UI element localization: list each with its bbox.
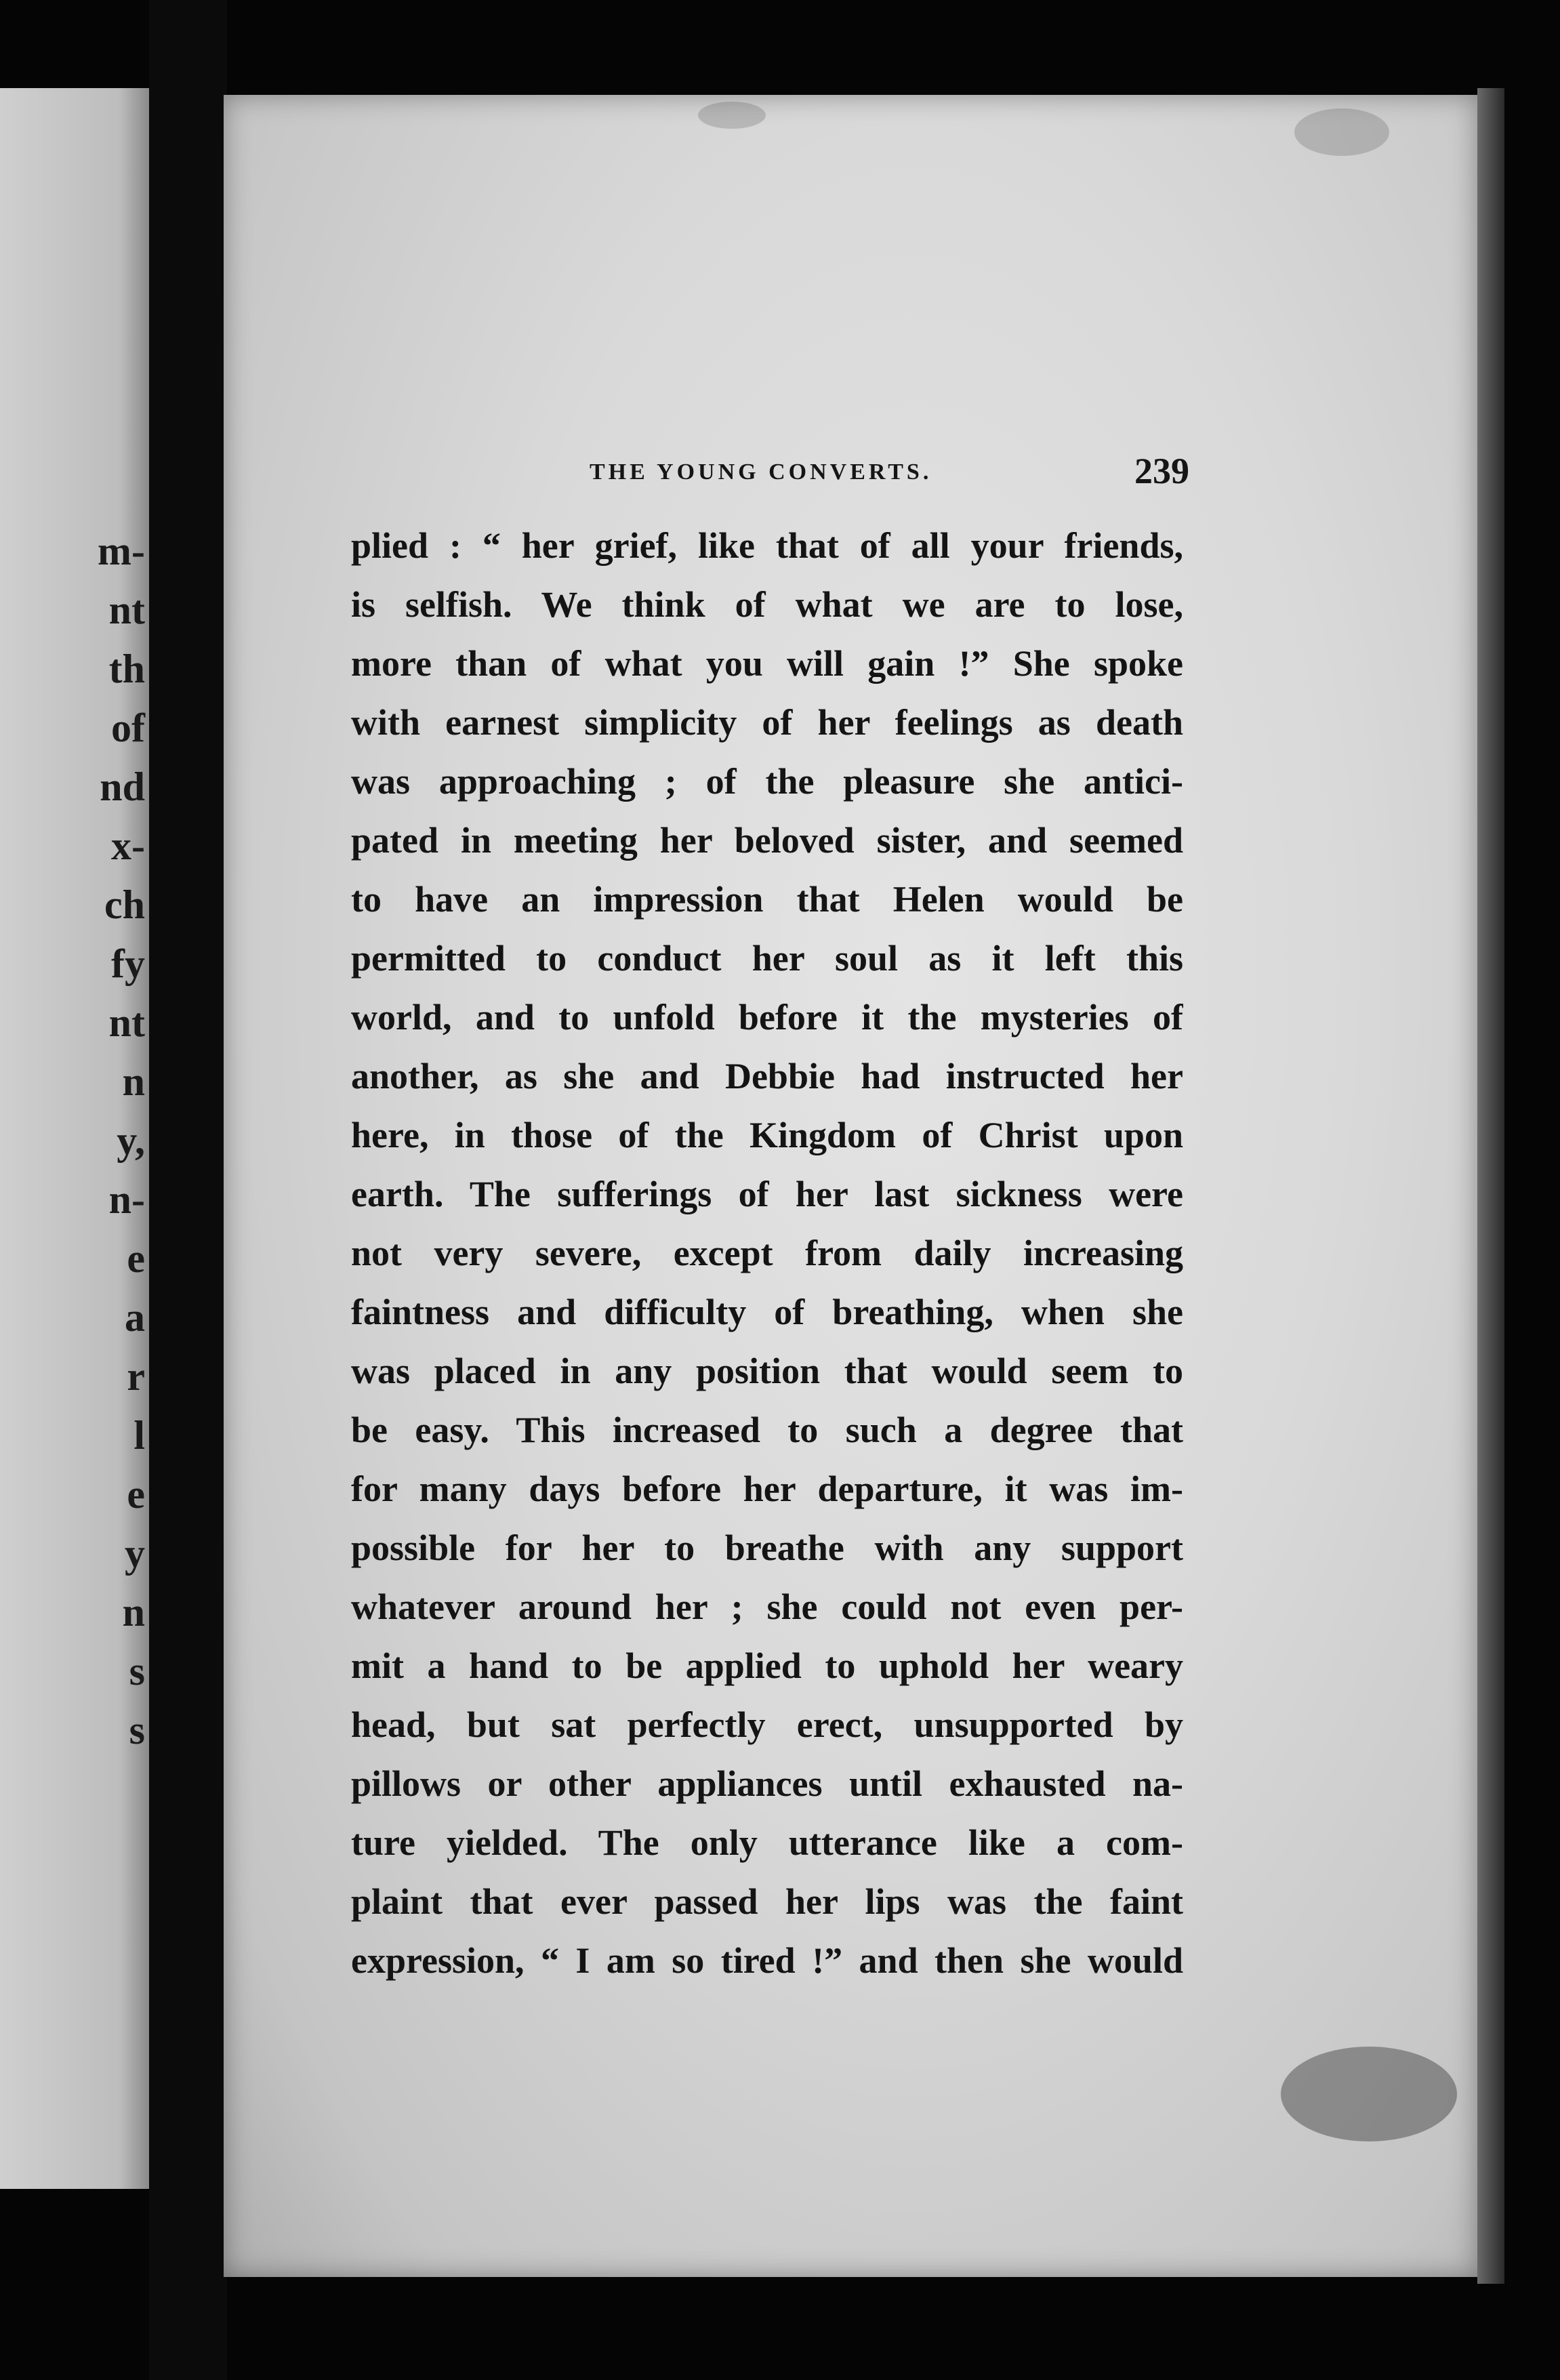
page-stain	[698, 102, 766, 129]
facing-line: l	[134, 1413, 145, 1458]
text-line: whatever around her ; she could not even per-	[351, 1586, 1183, 1627]
facing-line: th	[108, 647, 145, 691]
facing-line: e	[127, 1472, 145, 1517]
text-line: plaint that ever passed her lips was the faint	[351, 1881, 1183, 1922]
text-line: head, but sat perfectly erect, unsupported by	[351, 1704, 1183, 1745]
facing-line: fy	[111, 941, 145, 986]
text-line: plied : “ her grief, like that of all your friends,	[351, 525, 1183, 566]
text-line: earth. The sufferings of her last sickness were	[351, 1174, 1183, 1214]
text-line: not very severe, except from daily increasing	[351, 1233, 1183, 1273]
text-line: pated in meeting her beloved sister, and seemed	[351, 820, 1183, 861]
facing-line: y,	[117, 1118, 145, 1163]
facing-line: e	[127, 1236, 145, 1281]
text-line: pillows or other appliances until exhausted na-	[351, 1763, 1183, 1804]
text-line: more than of what you will gain !” She spoke	[351, 643, 1183, 684]
text-line: possible for her to breathe with any support	[351, 1527, 1183, 1568]
text-line: was placed in any position that would seem to	[351, 1351, 1183, 1391]
text-line: be easy. This increased to such a degree that	[351, 1410, 1183, 1450]
facing-line: n	[122, 1059, 145, 1104]
facing-line: nt	[108, 588, 145, 632]
text-line: faintness and difficulty of breathing, when she	[351, 1292, 1183, 1332]
text-line: is selfish. We think of what we are to lose,	[351, 584, 1183, 625]
facing-line: n-	[108, 1177, 145, 1222]
text-line: another, as she and Debbie had instructed her	[351, 1056, 1183, 1096]
text-line: for many days before her departure, it was im-	[351, 1469, 1183, 1509]
text-line: was approaching ; of the pleasure she antici-	[351, 761, 1183, 802]
book-gutter	[149, 0, 227, 2380]
facing-line: s	[129, 1649, 145, 1694]
facing-line: a	[125, 1295, 145, 1340]
page-edge	[1477, 88, 1504, 2284]
running-head: THE YOUNG CONVERTS.	[590, 459, 932, 485]
text-line: mit a hand to be applied to uphold her weary	[351, 1645, 1183, 1686]
facing-line: m-	[98, 529, 145, 573]
text-line: ture yielded. The only utterance like a com-	[351, 1822, 1183, 1863]
facing-line: y	[125, 1531, 145, 1576]
page-stain	[1281, 2047, 1457, 2141]
page-number: 239	[1134, 451, 1189, 491]
text-line: permitted to conduct her soul as it left this	[351, 938, 1183, 979]
page-header	[356, 451, 1189, 495]
facing-page-text	[98, 522, 145, 1760]
facing-page	[0, 88, 149, 2189]
text-line: world, and to unfold before it the mysteries of	[351, 997, 1183, 1038]
facing-line: of	[111, 705, 145, 750]
facing-line: r	[127, 1354, 145, 1399]
facing-line: x-	[111, 823, 145, 868]
text-line: expression, “ I am so tired !” and then she would	[351, 1940, 1183, 1981]
text-line: to have an impression that Helen would be	[351, 879, 1183, 920]
facing-line: ch	[104, 882, 145, 927]
body-text	[351, 516, 1183, 1990]
text-line: here, in those of the Kingdom of Christ upon	[351, 1115, 1183, 1155]
facing-line: s	[129, 1708, 145, 1752]
facing-line: nt	[108, 1000, 145, 1045]
facing-line: n	[122, 1590, 145, 1635]
facing-line: nd	[100, 764, 145, 809]
page-stain	[1294, 108, 1389, 156]
text-line: with earnest simplicity of her feelings as death	[351, 702, 1183, 743]
